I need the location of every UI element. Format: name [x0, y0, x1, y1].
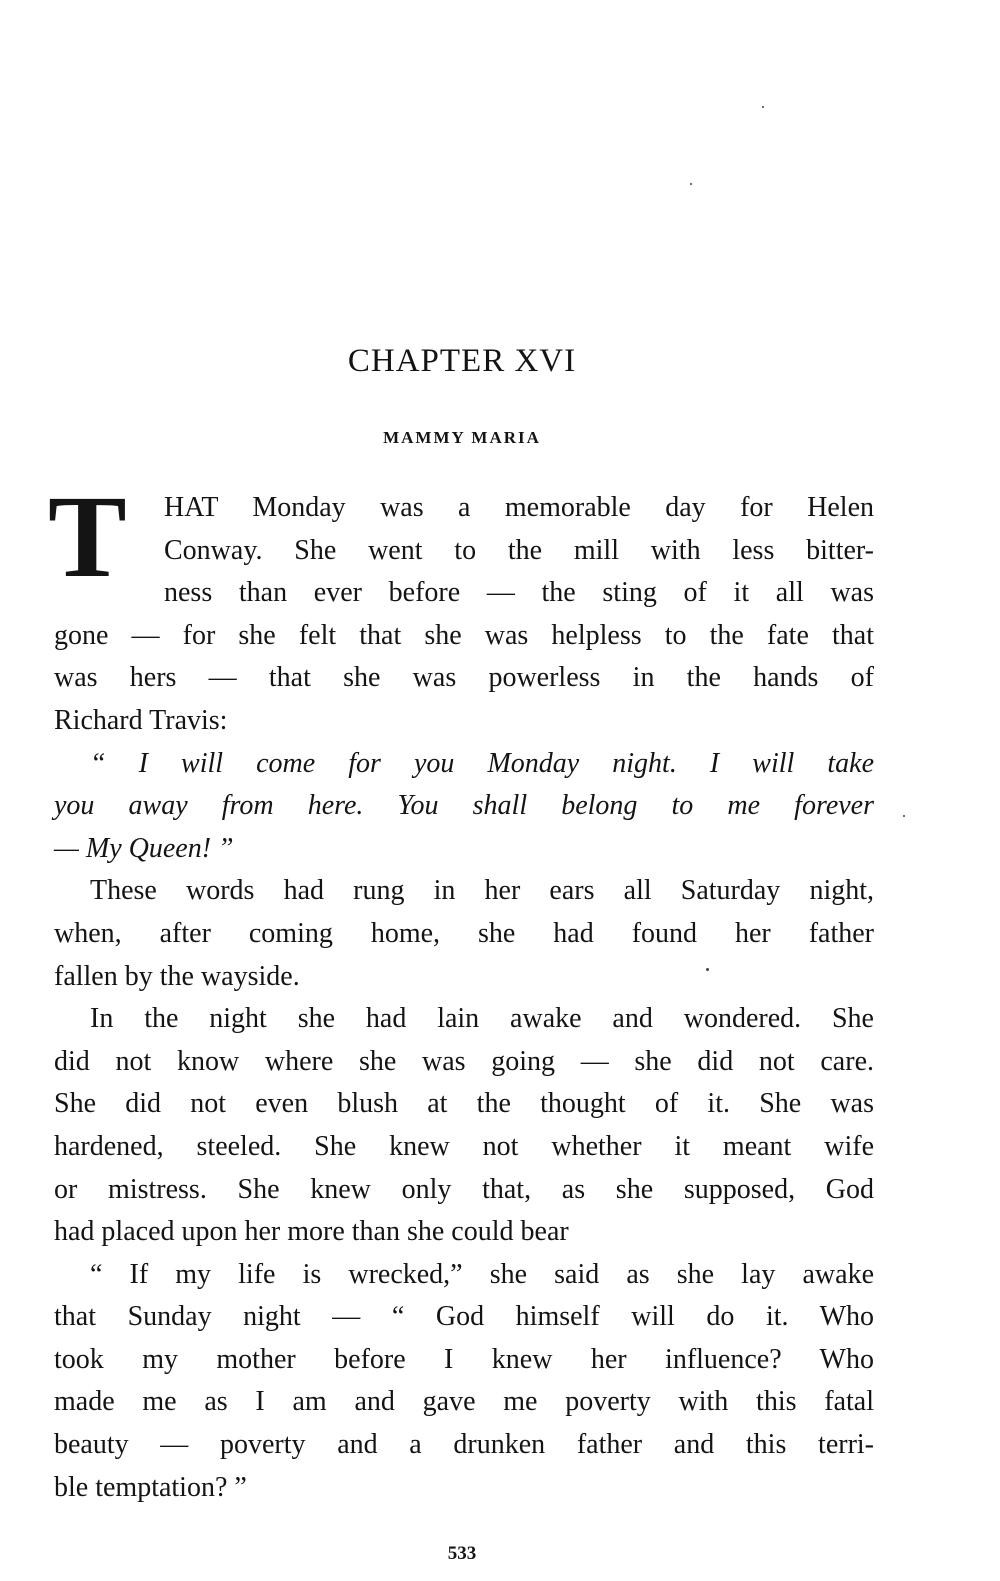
text-line: had placed upon her more than she could bear	[54, 1216, 569, 1248]
text-line: HAT Monday was a memorable day for Helen	[164, 492, 874, 523]
chapter-title: CHAPTER XVI	[347, 343, 577, 379]
text-line: did not know where she was going — she did not care.	[54, 1045, 874, 1077]
text-line: that Sunday night — “ God himself will do it. Who	[54, 1301, 874, 1333]
text-line: when, after coming home, she had found her father	[54, 917, 874, 949]
drop-cap: T	[48, 471, 127, 602]
scan-speck	[706, 968, 709, 971]
text-line: made me as I am and gave me poverty with this fatal	[54, 1386, 874, 1418]
text-line: “ If my life is wrecked,” she said as she lay awake	[90, 1258, 874, 1290]
body-text	[54, 487, 874, 1509]
text-line: ness than ever before — the sting of it all was	[164, 577, 874, 609]
chapter-subtitle: MAMMY MARIA	[383, 428, 541, 447]
text-line: fallen by the wayside.	[54, 960, 300, 992]
text-line: was hers — that she was powerless in the hands of	[54, 662, 874, 694]
text-line: She did not even blush at the thought of it. She was	[54, 1088, 874, 1120]
text-line: or mistress. She knew only that, as she supposed, God	[54, 1173, 874, 1205]
text-line: gone — for she felt that she was helpless to the fate that	[54, 619, 874, 651]
text-line: you away from here. You shall belong to me forever	[54, 790, 874, 822]
scan-speck	[762, 106, 764, 108]
text-line: beauty — poverty and a drunken father and this terri-	[54, 1429, 874, 1461]
text-line: In the night she had lain awake and wondered. She	[90, 1003, 874, 1035]
text-line: Conway. She went to the mill with less bitter-	[164, 534, 874, 566]
page-number: 533	[447, 1543, 477, 1564]
text-line: “ I will come for you Monday night. I will take	[90, 747, 874, 779]
text-line: Richard Travis:	[54, 704, 228, 736]
text-line: ble temptation? ”	[54, 1471, 247, 1503]
scan-speck	[690, 183, 692, 185]
text-line: hardened, steeled. She knew not whether it meant wife	[54, 1130, 874, 1162]
scan-speck	[903, 815, 905, 817]
text-line: — My Queen! ”	[54, 832, 234, 864]
text-line: took my mother before I knew her influence? Who	[54, 1343, 874, 1375]
text-line: These words had rung in her ears all Saturday night,	[90, 875, 874, 907]
